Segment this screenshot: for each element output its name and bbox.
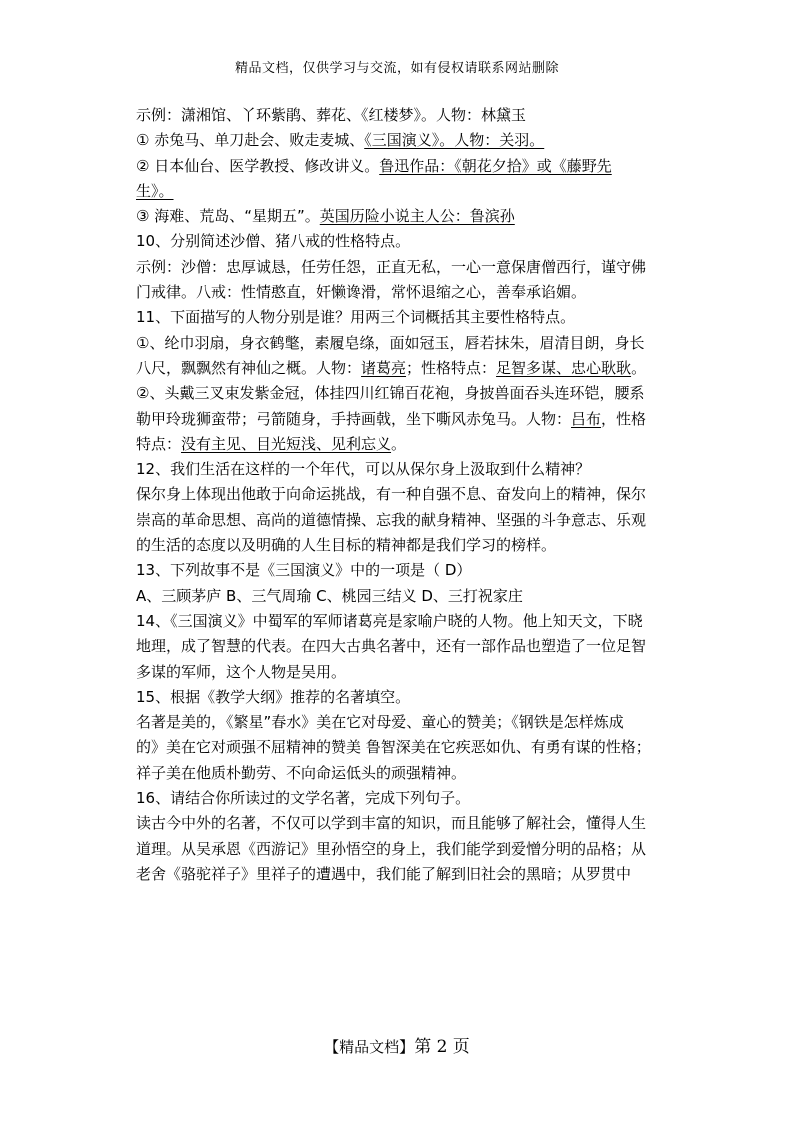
text-segment: 道理。从吴承恩《西游记》里孙悟空的身上，我们能学到爱憎分明的品格；从 [136,839,647,858]
text-segment: ② 日本仙台、医学教授、修改讲义。 [136,156,380,175]
q10-line [136,229,676,254]
q10-answer-line-2 [136,280,676,305]
q16-answer-line-1 [136,811,676,836]
text-segment: 14、《三国演义》中蜀军的军师诸葛亮是家喻户晓的人物。他上知天文，下晓 [136,611,643,630]
text-segment: 祥子美在他质朴勤劳、不向命运低头的顽强精神。 [136,763,467,782]
page-footer [0,1032,794,1057]
text-segment: A、三顾茅庐 B、三气周瑜 C、桃园三结义 D、三打祝家庄 [136,586,523,605]
text-segment: 13、下列故事不是《三国演义》中的一项是（ D） [136,561,472,580]
q14-line-1 [136,609,676,634]
q11-b-line-2 [136,407,676,432]
text-segment: 11、下面描写的人物分别是谁？用两三个词概括其主要性格特点。 [136,308,576,327]
answer-text: 鲁迅作品：《朝花夕拾》或《藤野先 [379,156,612,175]
q15-answer-line-1 [136,710,676,735]
text-segment: 老舍《骆驼祥子》里祥子的遭遇中，我们能了解到旧社会的黑暗；从罗贯中 [136,864,632,883]
q14-line-2 [136,634,676,659]
q14-line-3 [136,660,676,685]
text-segment: 15、根据《教学大纲》推荐的名著填空。 [136,687,411,706]
q11-b-line-3 [136,432,676,457]
q11-a-line-1 [136,331,676,356]
text-segment: 16、请结合你所读过的文学名著，完成下列句子。 [136,789,471,808]
q15-line [136,685,676,710]
text-segment: 12、我们生活在这样的一个年代，可以从保尔身上汲取到什么精神？ [136,460,591,479]
text-segment: ③ 海难、荒岛、“星期五”。 [136,207,320,226]
text-segment: 多谋的军师，这个人物是吴用。 [136,662,347,681]
answer-text: 《三国演义》。人物：关羽。 [364,131,545,150]
text-segment: ①、纶巾羽扇，身衣鹤氅，素履皂绦，面如冠玉，唇若抹朱，眉清目朗，身长 [136,333,645,352]
q16-line [136,786,676,811]
q12-answer-line-1 [136,482,676,507]
text-segment: 保尔身上体现出他敢于向命运挑战，有一种自强不息、奋发向上的精神，保尔 [136,485,647,504]
item-2-cont-line [136,179,676,204]
q15-answer-line-2 [136,735,676,760]
document-body [136,103,676,887]
text-segment: 的生活的态度以及明确的人生目标的精神都是我们学习的榜样。 [136,536,557,555]
answer-text: 足智多谋、忠心耿耿 [496,358,632,377]
answer-text: 诸葛亮 [361,358,407,377]
answer-text: 吕布 [571,409,602,428]
text-segment: 读古今中外的名著，不仅可以学到丰富的知识，而且能够了解社会，懂得人生 [136,814,647,833]
page-number: 第 2 页 [414,1037,470,1057]
text-segment: 地理，成了智慧的代表。在四大古典名著中，还有一部作品也塑造了一位足智 [136,637,647,656]
text-segment: 名著是美的，《繁星”春水》美在它对母爱、童心的赞美；《钢铁是怎样炼成 [136,713,624,732]
text-segment: 崇高的革命思想、高尚的道德情操、忘我的献身精神、坚强的斗争意志、乐观 [136,510,647,529]
item-2-line [136,154,676,179]
page-header: 精品文档，仅供学习与交流，如有侵权请联系网站删除 [234,61,559,76]
answer-text: 没有主见、目光短浅、见利忘义 [181,434,392,453]
text-segment: 的》美在它对顽强不屈精神的赞美 鲁智深美在它疾恶如仇、有勇有谋的性格； [136,738,651,757]
text-segment: 勒甲玲珑狮蛮带；弓箭随身，手持画戟，坐下嘶风赤兔马。人物： [136,409,572,428]
item-1-line [136,128,676,153]
text-segment: ②、头戴三叉束发紫金冠，体挂四川红锦百花袍，身披兽面吞头连环铠，腰系 [136,384,645,403]
answer-text: 英国历险小说主人公：鲁滨孙 [319,207,515,226]
q12-line [136,457,676,482]
q16-answer-line-2 [136,837,676,862]
q15-answer-line-3 [136,761,676,786]
answer-text: 生》。 [136,181,174,200]
footer-label: 【精品文档】 [324,1038,415,1056]
q13-line [136,558,676,583]
text-segment: ① 赤兔马、单刀赴会、败走麦城、 [136,131,365,150]
text-segment: 。 [391,434,407,453]
text-segment: 示例：潇湘馆、丫环紫鹃、葬花、《红楼梦》。人物：林黛玉 [136,106,527,124]
q10-answer-line-1 [136,255,676,280]
text-segment: 。 [631,358,647,377]
item-3-line [136,204,676,229]
text-segment: 10、分别简述沙僧、猪八戒的性格特点。 [136,232,411,251]
text-segment: 八尺，飘飘然有神仙之概。人物： [136,358,362,377]
text-segment: 门戒律。八戒：性情憨直，奸懒谗滑，常怀退缩之心，善奉承谄媚。 [136,283,587,302]
q11-b-line-1 [136,381,676,406]
text-segment: ，性格 [601,409,647,428]
text-segment: 特点： [136,434,182,453]
text-segment: ；性格特点： [406,358,497,377]
example-line [136,103,676,128]
q12-answer-line-2 [136,508,676,533]
q11-line [136,305,676,330]
q16-answer-line-3 [136,862,676,887]
q11-a-line-2 [136,356,676,381]
q13-options-line [136,584,676,609]
q12-answer-line-3 [136,533,676,558]
text-segment: 示例：沙僧：忠厚诚恳，任劳任怨，正直无私，一心一意保唐僧西行，谨守佛 [136,257,647,276]
